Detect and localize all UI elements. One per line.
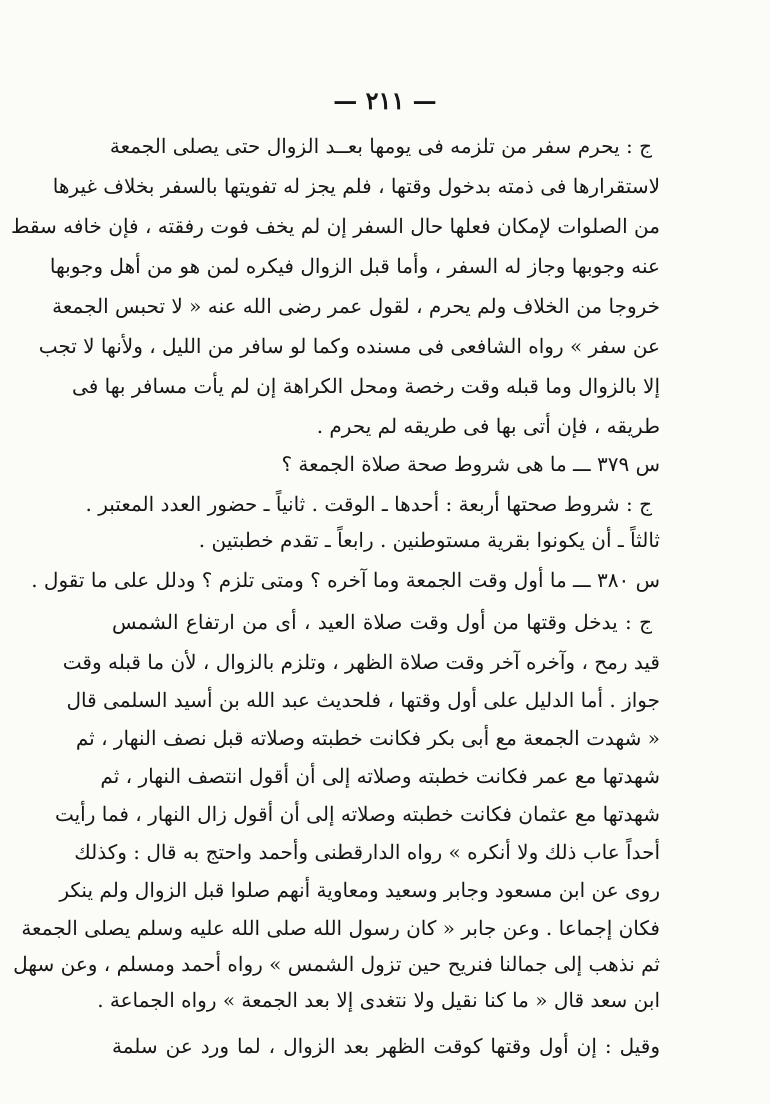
text-line: عنه وجوبها وجاز له السفر ، وأما قبل الزوال فيكره لمن هو من أهل وجوبها bbox=[49, 254, 660, 278]
text-line: شهدتها مع عثمان فكانت خطبته وصلاته إلى أن أقول زال النهار ، فما رأيت bbox=[54, 802, 660, 826]
text-line: ج : يدخل وقتها من أول وقت صلاة العيد ، أى من ارتفاع الشمس bbox=[112, 610, 652, 634]
question-heading: س ٣٨٠ ـــ ما أول وقت الجمعة وما آخره ؟ ومتى تلزم ؟ ودلل على ما تقول . bbox=[31, 568, 660, 592]
text-line: وقيل : إن أول وقتها كوقت الظهر بعد الزوال ، لما ورد عن سلمة bbox=[112, 1034, 660, 1058]
text-line: ابن سعد قال « ما كنا نقيل ولا نتغدى إلا بعد الجمعة » رواه الجماعة . bbox=[97, 988, 660, 1012]
page-number: — ٢١١ — bbox=[333, 86, 437, 115]
text-line: فكان إجماعا . وعن جابر « كان رسول الله صلى الله عليه وسلم يصلى الجمعة bbox=[21, 916, 660, 940]
text-line: روى عن ابن مسعود وجابر وسعيد ومعاوية أنهم صلوا قبل الزوال ولم ينكر bbox=[59, 878, 660, 902]
text-line: ثالثاً ـ أن يكونوا بقرية مستوطنين . رابعاً ـ تقدم خطبتين . bbox=[198, 528, 660, 552]
text-line: جواز . أما الدليل على أول وقتها ، فلحديث عبد الله بن أسيد السلمى قال bbox=[66, 688, 660, 712]
text-line: لاستقرارها فى ذمته بدخول وقتها ، فلم يجز له تفويتها بالسفر بخلاف غيرها bbox=[52, 174, 660, 198]
text-line: طريقه ، فإن أتى بها فى طريقه لم يحرم . bbox=[316, 414, 660, 438]
text-line: « شهدت الجمعة مع أبى بكر فكانت خطبته وصلاته قبل نصف النهار ، ثم bbox=[75, 726, 660, 750]
text-line: عن سفر » رواه الشافعى فى مسنده وكما لو سافر من الليل ، ولأنها لا تجب bbox=[38, 334, 660, 358]
text-line: ج : يحرم سفر من تلزمه فى يومها بعــد الزوال حتى يصلى الجمعة bbox=[109, 134, 652, 158]
text-line: ج : شروط صحتها أربعة : أحدها ـ الوقت . ثانياً ـ حضور العدد المعتبر . bbox=[85, 492, 652, 516]
text-line: أحداً عاب ذلك ولا أنكره » رواه الدارقطنى وأحمد واحتج به قال : وكذلك bbox=[74, 840, 660, 864]
text-line: إلا بالزوال وما قبله وقت رخصة ومحل الكراهة إن لم يأت مسافر بها فى bbox=[72, 374, 660, 398]
text-line: شهدتها مع عمر فكانت خطبته وصلاته إلى أن أقول انتصف النهار ، ثم bbox=[100, 764, 660, 788]
question-heading: س ٣٧٩ ـــ ما هى شروط صحة صلاة الجمعة ؟ bbox=[281, 452, 660, 476]
text-line: قيد رمح ، وآخره آخر وقت صلاة الظهر ، وتلزم بالزوال ، لأن ما قبله وقت bbox=[62, 650, 660, 674]
text-line: من الصلوات لإمكان فعلها حال السفر إن لم يخف فوت رفقته ، فإن خافه سقط bbox=[10, 214, 660, 238]
text-line: خروجا من الخلاف ولم يحرم ، لقول عمر رضى الله عنه « لا تحبس الجمعة bbox=[52, 294, 660, 318]
text-line: ثم نذهب إلى جمالنا فنريح حين تزول الشمس » رواه أحمد ومسلم ، وعن سهل bbox=[13, 952, 660, 976]
